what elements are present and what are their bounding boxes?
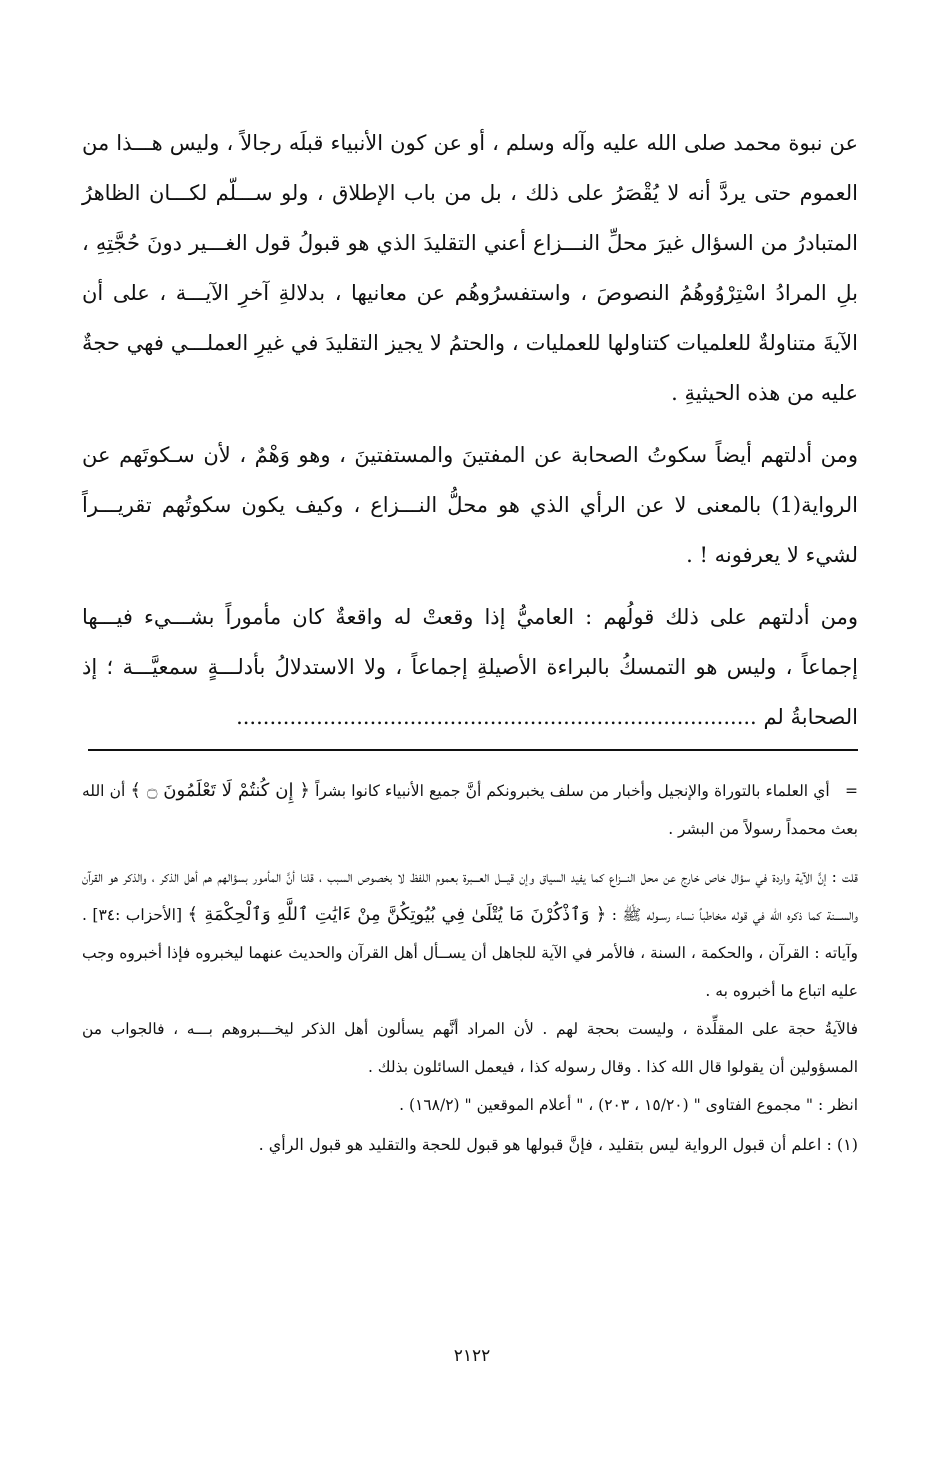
main-text xyxy=(82,118,858,742)
body-paragraph-3 xyxy=(82,592,858,742)
page-number: ٢١٢٢ xyxy=(453,1346,491,1366)
continued-marker: = xyxy=(845,782,859,800)
footnote-qultu: قلت : إنَّ الآية واردة في سؤال خاص خارج عن محل النـــزاع كما يفيد السياق وإن قيـــل العـــبرة بعموم اللفظ لا بخصوص السبب ، قلنا أنَّ المأمور بسؤالهم هم أهل الذكر ، والذكر هو القرآن والســـنة كما ذكره الله في قوله مخاطباً نساء رسـوله ﷺ : ﴿ وَٱذْكُرْنَ مَا يُتْلَىٰ فِي بُيُوتِكُنَّ مِنْ ءَايَٰتِ ٱللَّهِ وَٱلْحِكْمَةِ ﴾ [الأحزاب :٣٤] . وآياته : القرآن ، والحكمة ، السنة ، فالأمر في الآية للجاهل أن يســأل أهل القرآن والحديث عنهما ليخبروه فإذا أخبروه وجب عليه اتباع ما أخبروه به . xyxy=(82,868,859,1000)
footnote-ayah: فالآيةُ حجة على المقلِّدة ، وليست بحجة لهم . لأن المراد أنَّهم يسألون أهل الذكر ليخـــبروهم بـــه ، فالجواب من المسؤولين أن يقولوا قال الله كذا . وقال رسوله كذا ، فيعمل السائلون بذلك . xyxy=(82,1020,858,1076)
footnotes xyxy=(82,772,858,1164)
footnote-continued: = أي العلماء بالتوراة والإنجيل وأخبار من سلف يخبرونكم أنَّ جميع الأنبياء كانوا بشراً ﴿ إِن كُنتُمْ لَا تَعْلَمُونَ ۝ ﴾ أن الله بعث محمداً رسولاً من البشر . xyxy=(82,780,859,838)
footnote-1: (١) : اعلم أن قبول الرواية ليس بتقليد ، فإنَّ قبولها هو قبول للحجة والتقليد هو قبول الرأي . xyxy=(258,1135,858,1154)
body-paragraph-1: عن نبوة محمد صلى الله عليه وآله وسلم ، أو عن كون الأنبياء قبلَه رجالاً ، وليس هـــذا من العموم حتى يردَّ أنه لا يُقْصَرُ على ذلك ، بل من باب الإطلاق ، ولو ســـلّم لكـــان الظاهرُ المتبادرُ من السؤال غيرَ محلِّ النـــزاع أعني التقليدَ الذي هو قبولُ قول الغـــير دونَ حُجَّتِهِ ، بلِ المرادُ اسْتِرْوُوهُمُ النصوصَ ، واستفسرُوهُم عن معانيها ، بدلالةِ آخرِ الآيـــة ، على أن الآيةَ متناولةٌ للعلميات كتناولها للعمليات ، والحتمُ لا يجيز التقليدَ في غيرِ العملـــي فهي حجةٌ عليه من هذه الحيثيةِ . xyxy=(82,131,858,405)
body-paragraph-2: ومن أدلتهم أيضاً سكوتُ الصحابة عن المفتينَ والمستفتينَ ، وهو وَهْمٌ ، لأن سـكوتَهم عن الرواية(1) بالمعنى لا عن الرأي الذي هو محلُّ النـــزاع ، وكيف يكون سكوتُهم تقريـــراً لشيء لا يعرفونه ! . xyxy=(82,443,858,567)
footnote-references: انظر : " مجموع الفتاوى " (١٥/٢٠ ، ٢٠٣) ، " أعلام الموقعين " (١٦٨/٢) . xyxy=(399,1096,858,1114)
quran-verse: ﴿ وَٱذْكُرْنَ مَا يُتْلَىٰ فِي بُيُوتِكُنَّ مِنْ ءَايَٰتِ ٱللَّهِ وَٱلْحِكْمَةِ ﴾ xyxy=(187,904,607,925)
footnote-separator xyxy=(88,749,858,751)
continuation-dots: .............................................................................. xyxy=(236,705,757,729)
body-paragraph-3-text: ومن أدلتهم على ذلك قولُهم : العاميُّ إذا وقعتْ له واقعةٌ كان مأموراً بشـــيء فيـــها إجماعاً ، وليس هو التمسكُ بالبراءة الأصيلةِ إجماعاً ، ولا الاستدلالُ بأدلـــةٍ سمعيَّـــة ؛ إذ الصحابةُ لم xyxy=(82,605,858,729)
quran-verse: ﴿ إِن كُنتُمْ لَا تَعْلَمُونَ ۝ ﴾ xyxy=(130,780,310,801)
